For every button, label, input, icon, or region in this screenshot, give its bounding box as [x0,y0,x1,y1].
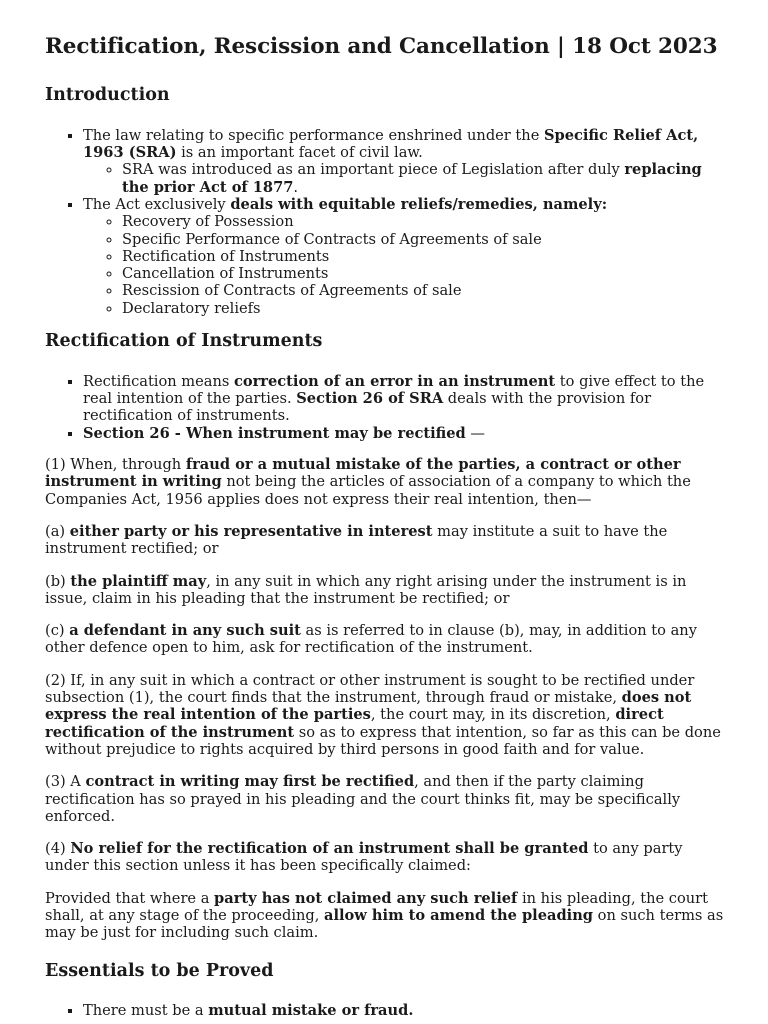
list-item: ▪ Section 26 - When instrument may be rectified — [83,425,728,442]
section-heading-rectification: Rectification of Instruments [45,331,323,352]
list-item: ◦ Declaratory reliefs [122,300,728,317]
page-title: Rectification, Rescission and Cancellation | 18 Oct 2023 [45,34,718,59]
paragraph: Provided that where a party has not claimed any such relief in his pleading, the court shall, at any stage of the proceeding, allow him to amend the pleading on such terms as may be just for including such claim. [45,889,724,942]
paragraph: (1) When, through fraud or a mutual mistake of the parties, a contract or other instrument in writing not being the articles of association of a company to which the Companies Act, 1956 applies does not express their real intention, then— [45,456,691,508]
paragraph: (a) either party or his representative in interest may institute a suit to have the instrument rectified; or [45,522,668,558]
paragraph: (4) No relief for the rectification of an instrument shall be granted to any party under this section unless it has been specifically claimed: [45,840,683,875]
paragraph: (b) the plaintiff may, in any suit in which any right arising under the instrument is in issue, claim in his pleading that the instrument be rectified; or [45,572,687,607]
list-item: ▪ Rectification means correction of an error in an instrument to give effect to the real intention of the parties. Section 26 of SRA deals with the provision for rectification of instruments. [83,373,728,425]
essentials-list [45,1002,728,1019]
introduction-list [45,127,728,317]
paragraph: (c) a defendant in any such suit as is referred to in clause (b), may, in addition to any other defence open to him, ask for rectification of the instrument. [45,622,697,657]
reliefs-list [83,213,728,317]
list-item: ▪ The Act exclusively deals with equitable reliefs/remedies, namely: ◦ Recovery of Possession ◦ Specific Performance of Contracts of Agreements of sale ◦ Rectification of Instruments ◦ Cancellation of Instruments ◦ Rescission of Contracts of Agreements of sale ◦ Declaratory reliefs [83,196,728,317]
list-item: ◦ Rescission of Contracts of Agreements of sale [122,282,728,299]
rectification-list [45,373,728,442]
paragraph: (2) If, in any suit in which a contract or other instrument is sought to be rectified under subsection (1), the court finds that the instrument, through fraud or mistake, does not express the real intention of the parties, the court may, in its discretion, direct rectification of the instrument so as to express that intention, so far as this can be done without prejudice to rights acquired by third persons in good faith and for value. [45,671,721,758]
list-item: ◦ Specific Performance of Contracts of Agreements of sale [122,231,728,248]
sublist [83,161,728,196]
section-heading-essentials: Essentials to be Proved [45,960,274,981]
section-heading-introduction: Introduction [45,84,170,105]
list-item: ▪ There must be a mutual mistake or fraud. [83,1002,728,1019]
list-item: ▪ The law relating to specific performance enshrined under the Specific Relief Act, 1963 (SRA) is an important facet of civil law. ◦ SRA was introduced as an important piece of Legislation after duly replacing the prior Act of 1877. [83,127,728,196]
list-item: ◦ Rectification of Instruments [122,248,728,265]
list-item: ◦ Recovery of Possession [122,213,728,230]
list-item: ◦ SRA was introduced as an important piece of Legislation after duly replacing the prior Act of 1877. [122,161,728,196]
paragraph: (3) A contract in writing may first be rectified, and then if the party claiming rectification has so prayed in his pleading and the court thinks fit, may be specifically enforced. [45,773,681,825]
list-item: ◦ Cancellation of Instruments [122,265,728,282]
